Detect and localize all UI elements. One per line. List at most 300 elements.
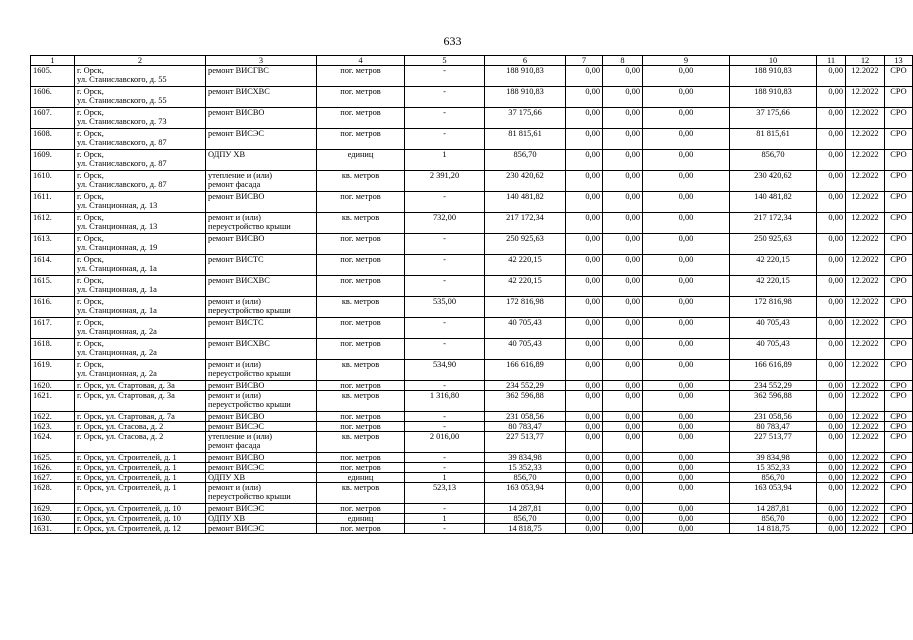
amount-cell: 81 815,61 xyxy=(485,129,566,150)
unit-cell: единиц xyxy=(317,514,405,524)
row-number-cell: 1630. xyxy=(31,514,75,524)
column-7-value-cell: 0,00 xyxy=(566,422,603,432)
amount-cell: 14 818,75 xyxy=(485,524,566,534)
column-7-value-cell: 0,00 xyxy=(566,432,603,453)
column-9-value-cell: 0,00 xyxy=(643,504,730,514)
amount-cell: 856,70 xyxy=(485,473,566,483)
work-type-line: ремонт ВИСЭС xyxy=(208,524,264,533)
work-type-line: ремонт ВИСХВС xyxy=(208,276,270,285)
amount-cell: 230 420,62 xyxy=(485,171,566,192)
address-cell xyxy=(75,213,206,234)
work-type-cell xyxy=(206,453,317,463)
column-header-10: 10 xyxy=(730,56,817,66)
row-number-cell: 1606. xyxy=(31,87,75,108)
completion-date-cell: 12.2022 xyxy=(846,234,885,255)
quantity-cell: 523,13 xyxy=(405,483,485,504)
unit-cell: пог. метров xyxy=(317,524,405,534)
column-header-8: 8 xyxy=(603,56,643,66)
address-cell xyxy=(75,422,206,432)
work-type-cell xyxy=(206,66,317,87)
table-row xyxy=(31,514,913,524)
address-cell xyxy=(75,360,206,381)
completion-date-cell: 12.2022 xyxy=(846,87,885,108)
address-cell xyxy=(75,318,206,339)
total-cell: 42 220,15 xyxy=(730,255,817,276)
address-cell xyxy=(75,473,206,483)
table-row xyxy=(31,192,913,213)
column-header-7: 7 xyxy=(566,56,603,66)
column-8-value-cell: 0,00 xyxy=(603,473,643,483)
quantity-cell: - xyxy=(405,422,485,432)
work-type-line: ремонт фасада xyxy=(208,441,261,450)
completion-date-cell: 12.2022 xyxy=(846,514,885,524)
column-7-value-cell: 0,00 xyxy=(566,514,603,524)
address-line: ул. Станционная, д. 1а xyxy=(77,306,157,315)
unit-cell: единиц xyxy=(317,150,405,171)
address-cell xyxy=(75,87,206,108)
work-type-cell xyxy=(206,192,317,213)
total-cell: 37 175,66 xyxy=(730,108,817,129)
table-row xyxy=(31,255,913,276)
funding-source-cell: СРО xyxy=(885,297,913,318)
funding-source-cell: СРО xyxy=(885,381,913,391)
column-header-9: 9 xyxy=(643,56,730,66)
column-7-value-cell: 0,00 xyxy=(566,524,603,534)
row-number-cell: 1613. xyxy=(31,234,75,255)
column-11-value-cell: 0,00 xyxy=(817,108,846,129)
funding-source-cell: СРО xyxy=(885,150,913,171)
unit-cell: кв. метров xyxy=(317,432,405,453)
total-cell: 42 220,15 xyxy=(730,276,817,297)
column-8-value-cell: 0,00 xyxy=(603,360,643,381)
table-row xyxy=(31,453,913,463)
column-9-value-cell: 0,00 xyxy=(643,171,730,192)
work-type-line: ремонт ВИСВО xyxy=(208,234,265,243)
column-7-value-cell: 0,00 xyxy=(566,381,603,391)
row-number-cell: 1623. xyxy=(31,422,75,432)
column-8-value-cell: 0,00 xyxy=(603,129,643,150)
work-type-line: утепление и (или) xyxy=(208,171,273,180)
unit-cell: кв. метров xyxy=(317,297,405,318)
quantity-cell: - xyxy=(405,234,485,255)
unit-cell: пог. метров xyxy=(317,453,405,463)
quantity-cell: 2 391,20 xyxy=(405,171,485,192)
amount-cell: 163 053,94 xyxy=(485,483,566,504)
quantity-cell: 2 016,00 xyxy=(405,432,485,453)
total-cell: 81 815,61 xyxy=(730,129,817,150)
address-line: г. Орск, ул. Строителей, д. 10 xyxy=(77,504,181,513)
completion-date-cell: 12.2022 xyxy=(846,318,885,339)
quantity-cell: - xyxy=(405,318,485,339)
funding-source-cell: СРО xyxy=(885,483,913,504)
work-type-cell xyxy=(206,276,317,297)
amount-cell: 172 816,98 xyxy=(485,297,566,318)
address-line: ул. Станиславского, д. 87 xyxy=(77,180,167,189)
address-line: ул. Станиславского, д. 87 xyxy=(77,159,167,168)
column-8-value-cell: 0,00 xyxy=(603,234,643,255)
row-number-cell: 1610. xyxy=(31,171,75,192)
address-line: г. Орск, xyxy=(77,255,104,264)
column-11-value-cell: 0,00 xyxy=(817,297,846,318)
column-11-value-cell: 0,00 xyxy=(817,234,846,255)
amount-cell: 80 783,47 xyxy=(485,422,566,432)
column-9-value-cell: 0,00 xyxy=(643,453,730,463)
work-type-line: ОДПУ ХВ xyxy=(208,514,246,523)
table-row xyxy=(31,391,913,412)
address-line: г. Орск, ул. Строителей, д. 1 xyxy=(77,483,177,492)
address-line: г. Орск, xyxy=(77,276,104,285)
quantity-cell: - xyxy=(405,504,485,514)
column-9-value-cell: 0,00 xyxy=(643,391,730,412)
funding-source-cell: СРО xyxy=(885,360,913,381)
amount-cell: 40 705,43 xyxy=(485,318,566,339)
unit-cell: пог. метров xyxy=(317,422,405,432)
column-11-value-cell: 0,00 xyxy=(817,192,846,213)
completion-date-cell: 12.2022 xyxy=(846,339,885,360)
completion-date-cell: 12.2022 xyxy=(846,297,885,318)
address-cell xyxy=(75,339,206,360)
completion-date-cell: 12.2022 xyxy=(846,360,885,381)
total-cell: 14 287,81 xyxy=(730,504,817,514)
unit-cell: кв. метров xyxy=(317,213,405,234)
total-cell: 15 352,33 xyxy=(730,463,817,473)
funding-source-cell: СРО xyxy=(885,463,913,473)
column-9-value-cell: 0,00 xyxy=(643,129,730,150)
column-9-value-cell: 0,00 xyxy=(643,213,730,234)
address-line: г. Орск, xyxy=(77,66,104,75)
completion-date-cell: 12.2022 xyxy=(846,66,885,87)
work-type-line: переустройство крыши xyxy=(208,369,291,378)
table-row xyxy=(31,432,913,453)
total-cell: 14 818,75 xyxy=(730,524,817,534)
unit-cell: пог. метров xyxy=(317,66,405,87)
funding-source-cell: СРО xyxy=(885,171,913,192)
row-number-cell: 1631. xyxy=(31,524,75,534)
row-number-cell: 1614. xyxy=(31,255,75,276)
address-line: г. Орск, xyxy=(77,318,104,327)
total-cell: 163 053,94 xyxy=(730,483,817,504)
work-type-cell xyxy=(206,171,317,192)
address-line: ул. Станционная, д. 13 xyxy=(77,201,158,210)
funding-source-cell: СРО xyxy=(885,66,913,87)
total-cell: 172 816,98 xyxy=(730,297,817,318)
table-row xyxy=(31,234,913,255)
quantity-cell: - xyxy=(405,87,485,108)
column-7-value-cell: 0,00 xyxy=(566,192,603,213)
total-cell: 227 513,77 xyxy=(730,432,817,453)
unit-cell: пог. метров xyxy=(317,108,405,129)
work-type-line: ремонт ВИСГВС xyxy=(208,66,269,75)
column-header-2: 2 xyxy=(75,56,206,66)
work-type-cell xyxy=(206,360,317,381)
column-11-value-cell: 0,00 xyxy=(817,514,846,524)
unit-cell: пог. метров xyxy=(317,318,405,339)
unit-cell: пог. метров xyxy=(317,192,405,213)
unit-cell: кв. метров xyxy=(317,360,405,381)
address-cell xyxy=(75,171,206,192)
address-line: ул. Станционная, д. 19 xyxy=(77,243,158,252)
table-row xyxy=(31,473,913,483)
work-type-cell xyxy=(206,473,317,483)
column-9-value-cell: 0,00 xyxy=(643,108,730,129)
column-8-value-cell: 0,00 xyxy=(603,150,643,171)
column-header-3: 3 xyxy=(206,56,317,66)
work-type-cell xyxy=(206,87,317,108)
quantity-cell: - xyxy=(405,276,485,297)
table-row xyxy=(31,150,913,171)
funding-source-cell: СРО xyxy=(885,234,913,255)
address-line: ул. Станиславского, д. 55 xyxy=(77,75,167,84)
address-line: г. Орск, xyxy=(77,234,104,243)
unit-cell: пог. метров xyxy=(317,87,405,108)
total-cell: 40 705,43 xyxy=(730,318,817,339)
address-line: ул. Станционная, д. 2а xyxy=(77,348,157,357)
row-number-cell: 1609. xyxy=(31,150,75,171)
address-line: г. Орск, ул. Строителей, д. 10 xyxy=(77,514,181,523)
table-row xyxy=(31,87,913,108)
quantity-cell: - xyxy=(405,66,485,87)
amount-cell: 188 910,83 xyxy=(485,66,566,87)
work-type-cell xyxy=(206,391,317,412)
quantity-cell: - xyxy=(405,129,485,150)
work-type-cell xyxy=(206,381,317,391)
column-9-value-cell: 0,00 xyxy=(643,234,730,255)
column-header-12: 12 xyxy=(846,56,885,66)
unit-cell: пог. метров xyxy=(317,234,405,255)
column-7-value-cell: 0,00 xyxy=(566,318,603,339)
funding-source-cell: СРО xyxy=(885,504,913,514)
amount-cell: 166 616,89 xyxy=(485,360,566,381)
column-number-row xyxy=(31,56,913,66)
column-7-value-cell: 0,00 xyxy=(566,129,603,150)
completion-date-cell: 12.2022 xyxy=(846,192,885,213)
address-line: г. Орск, xyxy=(77,192,104,201)
row-number-cell: 1615. xyxy=(31,276,75,297)
work-type-line: ремонт ВИСТС xyxy=(208,318,264,327)
completion-date-cell: 12.2022 xyxy=(846,483,885,504)
work-type-line: ОДПУ ХВ xyxy=(208,473,246,482)
column-9-value-cell: 0,00 xyxy=(643,66,730,87)
work-type-cell xyxy=(206,108,317,129)
quantity-cell: 535,00 xyxy=(405,297,485,318)
amount-cell: 217 172,34 xyxy=(485,213,566,234)
completion-date-cell: 12.2022 xyxy=(846,432,885,453)
column-7-value-cell: 0,00 xyxy=(566,391,603,412)
total-cell: 234 552,29 xyxy=(730,381,817,391)
table-row xyxy=(31,422,913,432)
funding-source-cell: СРО xyxy=(885,453,913,463)
column-9-value-cell: 0,00 xyxy=(643,255,730,276)
quantity-cell: - xyxy=(405,463,485,473)
address-line: г. Орск, xyxy=(77,87,104,96)
column-header-5: 5 xyxy=(405,56,485,66)
amount-cell: 140 481,82 xyxy=(485,192,566,213)
row-number-cell: 1611. xyxy=(31,192,75,213)
quantity-cell: 732,00 xyxy=(405,213,485,234)
column-header-11: 11 xyxy=(817,56,846,66)
completion-date-cell: 12.2022 xyxy=(846,524,885,534)
work-type-line: переустройство крыши xyxy=(208,400,291,409)
completion-date-cell: 12.2022 xyxy=(846,463,885,473)
column-8-value-cell: 0,00 xyxy=(603,192,643,213)
work-type-cell xyxy=(206,422,317,432)
column-9-value-cell: 0,00 xyxy=(643,87,730,108)
column-9-value-cell: 0,00 xyxy=(643,192,730,213)
column-11-value-cell: 0,00 xyxy=(817,463,846,473)
column-7-value-cell: 0,00 xyxy=(566,412,603,422)
work-type-line: ремонт ВИСВО xyxy=(208,453,265,462)
completion-date-cell: 12.2022 xyxy=(846,453,885,463)
table-row xyxy=(31,339,913,360)
total-cell: 80 783,47 xyxy=(730,422,817,432)
work-type-cell xyxy=(206,524,317,534)
completion-date-cell: 12.2022 xyxy=(846,504,885,514)
funding-source-cell: СРО xyxy=(885,129,913,150)
column-11-value-cell: 0,00 xyxy=(817,483,846,504)
work-type-line: ремонт ВИСТС xyxy=(208,255,264,264)
column-8-value-cell: 0,00 xyxy=(603,453,643,463)
quantity-cell: - xyxy=(405,192,485,213)
column-11-value-cell: 0,00 xyxy=(817,255,846,276)
work-type-line: ремонт и (или) xyxy=(208,297,261,306)
unit-cell: пог. метров xyxy=(317,463,405,473)
row-number-cell: 1629. xyxy=(31,504,75,514)
address-cell xyxy=(75,108,206,129)
unit-cell: кв. метров xyxy=(317,391,405,412)
address-cell xyxy=(75,192,206,213)
work-type-line: ремонт ВИСВО xyxy=(208,381,265,390)
funding-source-cell: СРО xyxy=(885,339,913,360)
column-8-value-cell: 0,00 xyxy=(603,108,643,129)
completion-date-cell: 12.2022 xyxy=(846,150,885,171)
table-row xyxy=(31,463,913,473)
column-8-value-cell: 0,00 xyxy=(603,391,643,412)
column-11-value-cell: 0,00 xyxy=(817,360,846,381)
column-8-value-cell: 0,00 xyxy=(603,381,643,391)
amount-cell: 227 513,77 xyxy=(485,432,566,453)
amount-cell: 40 705,43 xyxy=(485,339,566,360)
unit-cell: единиц xyxy=(317,473,405,483)
work-type-line: ремонт фасада xyxy=(208,180,261,189)
unit-cell: пог. метров xyxy=(317,412,405,422)
quantity-cell: - xyxy=(405,339,485,360)
column-7-value-cell: 0,00 xyxy=(566,213,603,234)
column-header-4: 4 xyxy=(317,56,405,66)
work-type-line: переустройство крыши xyxy=(208,306,291,315)
column-9-value-cell: 0,00 xyxy=(643,473,730,483)
table-row xyxy=(31,129,913,150)
column-11-value-cell: 0,00 xyxy=(817,524,846,534)
quantity-cell: 1 xyxy=(405,514,485,524)
column-9-value-cell: 0,00 xyxy=(643,422,730,432)
address-cell xyxy=(75,453,206,463)
completion-date-cell: 12.2022 xyxy=(846,391,885,412)
column-header-13: 13 xyxy=(885,56,913,66)
unit-cell: пог. метров xyxy=(317,276,405,297)
column-11-value-cell: 0,00 xyxy=(817,276,846,297)
work-type-cell xyxy=(206,129,317,150)
work-type-line: ремонт ВИСВО xyxy=(208,108,265,117)
row-number-cell: 1608. xyxy=(31,129,75,150)
column-11-value-cell: 0,00 xyxy=(817,318,846,339)
column-8-value-cell: 0,00 xyxy=(603,318,643,339)
completion-date-cell: 12.2022 xyxy=(846,171,885,192)
work-type-line: переустройство крыши xyxy=(208,492,291,501)
column-11-value-cell: 0,00 xyxy=(817,504,846,514)
total-cell: 140 481,82 xyxy=(730,192,817,213)
column-11-value-cell: 0,00 xyxy=(817,129,846,150)
funding-source-cell: СРО xyxy=(885,432,913,453)
unit-cell: кв. метров xyxy=(317,483,405,504)
address-line: ул. Станционная, д. 2а xyxy=(77,327,157,336)
address-line: г. Орск, xyxy=(77,360,104,369)
total-cell: 856,70 xyxy=(730,473,817,483)
column-7-value-cell: 0,00 xyxy=(566,473,603,483)
total-cell: 362 596,88 xyxy=(730,391,817,412)
column-11-value-cell: 0,00 xyxy=(817,381,846,391)
total-cell: 39 834,98 xyxy=(730,453,817,463)
address-cell xyxy=(75,391,206,412)
address-cell xyxy=(75,463,206,473)
funding-source-cell: СРО xyxy=(885,108,913,129)
column-9-value-cell: 0,00 xyxy=(643,412,730,422)
row-number-cell: 1620. xyxy=(31,381,75,391)
funding-source-cell: СРО xyxy=(885,391,913,412)
work-type-cell xyxy=(206,318,317,339)
unit-cell: пог. метров xyxy=(317,381,405,391)
column-7-value-cell: 0,00 xyxy=(566,339,603,360)
funding-source-cell: СРО xyxy=(885,192,913,213)
column-7-value-cell: 0,00 xyxy=(566,255,603,276)
column-9-value-cell: 0,00 xyxy=(643,297,730,318)
unit-cell: пог. метров xyxy=(317,339,405,360)
column-8-value-cell: 0,00 xyxy=(603,412,643,422)
column-9-value-cell: 0,00 xyxy=(643,360,730,381)
table-row xyxy=(31,360,913,381)
row-number-cell: 1612. xyxy=(31,213,75,234)
address-line: ул. Станционная, д. 1а xyxy=(77,285,157,294)
row-number-cell: 1624. xyxy=(31,432,75,453)
column-11-value-cell: 0,00 xyxy=(817,213,846,234)
address-line: г. Орск, ул. Строителей, д. 12 xyxy=(77,524,181,533)
funding-source-cell: СРО xyxy=(885,87,913,108)
work-type-cell xyxy=(206,339,317,360)
address-cell xyxy=(75,412,206,422)
column-8-value-cell: 0,00 xyxy=(603,213,643,234)
total-cell: 231 058,56 xyxy=(730,412,817,422)
address-line: ул. Станционная, д. 13 xyxy=(77,222,158,231)
column-8-value-cell: 0,00 xyxy=(603,255,643,276)
column-7-value-cell: 0,00 xyxy=(566,463,603,473)
work-type-line: ремонт ВИСВО xyxy=(208,412,265,421)
column-7-value-cell: 0,00 xyxy=(566,234,603,255)
amount-cell: 15 352,33 xyxy=(485,463,566,473)
address-cell xyxy=(75,255,206,276)
page-number: 633 xyxy=(443,34,462,48)
work-type-cell xyxy=(206,463,317,473)
column-8-value-cell: 0,00 xyxy=(603,276,643,297)
funding-source-cell: СРО xyxy=(885,514,913,524)
column-11-value-cell: 0,00 xyxy=(817,339,846,360)
amount-cell: 14 287,81 xyxy=(485,504,566,514)
column-8-value-cell: 0,00 xyxy=(603,514,643,524)
address-line: г. Орск, xyxy=(77,339,104,348)
address-line: г. Орск, ул. Строителей, д. 1 xyxy=(77,473,177,482)
address-line: г. Орск, ул. Стартовая, д. 3а xyxy=(77,381,175,390)
address-cell xyxy=(75,297,206,318)
column-9-value-cell: 0,00 xyxy=(643,432,730,453)
column-8-value-cell: 0,00 xyxy=(603,524,643,534)
